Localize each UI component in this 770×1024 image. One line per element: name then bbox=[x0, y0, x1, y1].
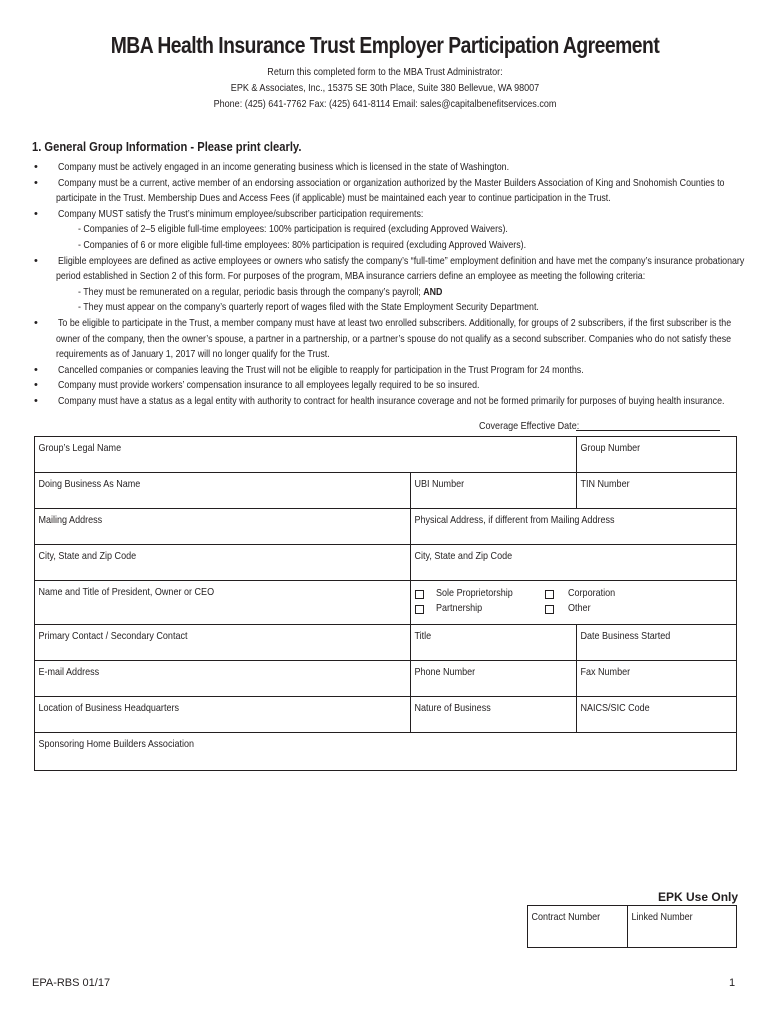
bullet-marker: • bbox=[34, 207, 38, 220]
section-heading: 1. General Group Information - Please print clearly. bbox=[32, 139, 302, 154]
fax-label: Fax Number bbox=[580, 666, 631, 678]
hq-location-field[interactable] bbox=[35, 697, 411, 733]
city-state-zip-field[interactable] bbox=[35, 545, 411, 581]
president-name-label: Name and Title of President, Owner or CEO bbox=[38, 586, 215, 598]
primary-contact-field[interactable] bbox=[35, 625, 411, 661]
requirement-text: Company must have a status as a legal entity with authority to contract for health insurance coverage and not be formed primarily for purposes of buying health insurance. bbox=[58, 396, 725, 407]
requirement-text: owner of the company, then the owner’s spouse, a partner in a partnership, or a partner’s spouse do not qualify as a second subscriber. Companies who do not satisfy these bbox=[56, 333, 732, 345]
requirement-text: To be eligible to participate in the Trust, a member company must have at least two enrolled subscribers. Additionally, for groups of 2 subscribers, if the first subscriber is the bbox=[58, 318, 732, 329]
bullet-marker: • bbox=[34, 395, 38, 407]
tin-number-label: TIN Number bbox=[580, 478, 630, 490]
corporation-checkbox[interactable] bbox=[545, 590, 554, 599]
physical-city-state-zip-label: City, State and Zip Code bbox=[414, 550, 513, 562]
requirement-text: Company must be actively engaged in an income generating business which is licensed in the state of Washington. bbox=[58, 162, 510, 173]
corporation-label: Corporation bbox=[568, 587, 616, 599]
ubi-number-label: UBI Number bbox=[414, 478, 465, 490]
coverage-date-line[interactable] bbox=[576, 430, 720, 431]
coverage-date-label: Coverage Effective Date: bbox=[479, 420, 580, 432]
requirement-text: period established in Section 2 of this form. For purposes of the program, MBA insurance carriers define an employee as meeting the following criteria: bbox=[56, 271, 646, 283]
linked-number-label: Linked Number bbox=[631, 911, 693, 923]
requirement-text: requirements as of January 1, 2017 will no longer qualify for the Trust. bbox=[56, 349, 330, 361]
bullet-marker: • bbox=[34, 379, 38, 392]
nature-of-business-label: Nature of Business bbox=[414, 702, 491, 714]
bullet-marker: • bbox=[34, 363, 38, 376]
physical-city-state-zip-field[interactable] bbox=[411, 545, 737, 581]
partnership-checkbox[interactable] bbox=[415, 605, 424, 614]
bullet-marker: • bbox=[34, 176, 38, 189]
physical-address-label: Physical Address, if different from Mailing Address bbox=[414, 514, 615, 526]
requirement-text: - They must appear on the company’s quarterly report of wages filed with the State Employment Security Department. bbox=[78, 302, 539, 314]
group-information-table bbox=[34, 436, 737, 771]
date-started-label: Date Business Started bbox=[580, 630, 671, 642]
linked-number-field[interactable] bbox=[628, 906, 737, 948]
other-label: Other bbox=[568, 602, 591, 614]
requirement-text: Eligible employees are defined as active employees or owners who satisfy the company’s “full-time” employment definition and have met the company’s insurance probationary bbox=[58, 255, 745, 267]
other-checkbox[interactable] bbox=[545, 605, 554, 614]
sole-proprietorship-label: Sole Proprietorship bbox=[436, 587, 513, 599]
groups-legal-name-label: Group’s Legal Name bbox=[38, 442, 122, 454]
title-label: Title bbox=[414, 630, 432, 642]
requirement-text: Cancelled companies or companies leaving the Trust will not be eligible to reapply for participation in the Trust Program for 24 months. bbox=[58, 364, 584, 376]
groups-legal-name-field[interactable] bbox=[35, 437, 577, 473]
requirement-text: Company must be a current, active member of an endorsing association or organization authorized by the Master Builders Association of King and Snohomish Counties to bbox=[58, 177, 725, 189]
president-name-field[interactable] bbox=[35, 581, 411, 625]
phone-label: Phone Number bbox=[414, 666, 476, 678]
mailing-address-label: Mailing Address bbox=[38, 514, 103, 526]
administrator-contact: Phone: (425) 641-7762 Fax: (425) 641-8114 Email: sales@capitalbenefitservices.com bbox=[213, 98, 557, 110]
page-number: 1 bbox=[729, 977, 736, 989]
ubi-number-field[interactable] bbox=[411, 473, 577, 509]
naics-label: NAICS/SIC Code bbox=[580, 702, 650, 714]
fax-field[interactable] bbox=[577, 661, 737, 697]
contract-number-field[interactable] bbox=[528, 906, 628, 948]
doing-business-as-field[interactable] bbox=[35, 473, 411, 509]
title-field[interactable] bbox=[411, 625, 577, 661]
requirement-text: - Companies of 6 or more eligible full-time employees: 80% participation is required (excluding Approved Waivers). bbox=[78, 240, 527, 251]
sole-proprietorship-checkbox[interactable] bbox=[415, 590, 424, 599]
requirement-text: - Companies of 2–5 eligible full-time employees: 100% participation is required (excluding Approved Waivers). bbox=[78, 224, 508, 236]
mailing-address-field[interactable] bbox=[35, 509, 411, 545]
form-code: EPA-RBS 01/17 bbox=[32, 977, 111, 989]
sponsoring-association-field[interactable] bbox=[35, 733, 737, 771]
administrator-address: EPK & Associates, Inc., 15375 SE 30th Place, Suite 380 Bellevue, WA 98007 bbox=[230, 82, 540, 94]
physical-address-field[interactable] bbox=[411, 509, 737, 545]
epk-use-only-heading: EPK Use Only bbox=[658, 890, 739, 904]
group-number-field[interactable] bbox=[577, 437, 737, 473]
phone-field[interactable] bbox=[411, 661, 577, 697]
hq-location-label: Location of Business Headquarters bbox=[38, 702, 179, 714]
email-label: E-mail Address bbox=[38, 666, 100, 678]
form-title: MBA Health Insurance Trust Employer Participation Agreement bbox=[110, 32, 660, 58]
requirement-text: Company MUST satisfy the Trust’s minimum employee/subscriber participation requirements: bbox=[58, 208, 424, 220]
bullet-marker: • bbox=[34, 254, 38, 267]
sponsoring-association-label: Sponsoring Home Builders Association bbox=[38, 738, 195, 750]
bullet-marker: • bbox=[34, 317, 38, 329]
doing-business-as-label: Doing Business As Name bbox=[38, 478, 141, 490]
email-field[interactable] bbox=[35, 661, 411, 697]
tin-number-field[interactable] bbox=[577, 473, 737, 509]
contract-number-label: Contract Number bbox=[531, 911, 601, 923]
return-instruction: Return this completed form to the MBA Trust Administrator: bbox=[267, 66, 503, 78]
date-started-field[interactable] bbox=[577, 625, 737, 661]
group-number-label: Group Number bbox=[580, 442, 641, 454]
bullet-marker: • bbox=[34, 161, 38, 173]
nature-of-business-field[interactable] bbox=[411, 697, 577, 733]
partnership-label: Partnership bbox=[436, 602, 483, 614]
requirement-text: participate in the Trust. Membership Dues and Access Fees (if applicable) must be maintained each year to continue participation in the Trust. bbox=[56, 193, 611, 205]
naics-field[interactable] bbox=[577, 697, 737, 733]
primary-contact-label: Primary Contact / Secondary Contact bbox=[38, 630, 188, 642]
epk-use-only-table bbox=[527, 905, 737, 948]
requirement-text: Company must provide workers’ compensation insurance to all employees legally required to be so insured. bbox=[58, 380, 480, 392]
entity-type-cell bbox=[411, 581, 737, 625]
city-state-zip-label: City, State and Zip Code bbox=[38, 550, 137, 562]
requirement-text: - They must be remunerated on a regular, periodic basis through the company’s payroll; AND bbox=[78, 286, 443, 298]
